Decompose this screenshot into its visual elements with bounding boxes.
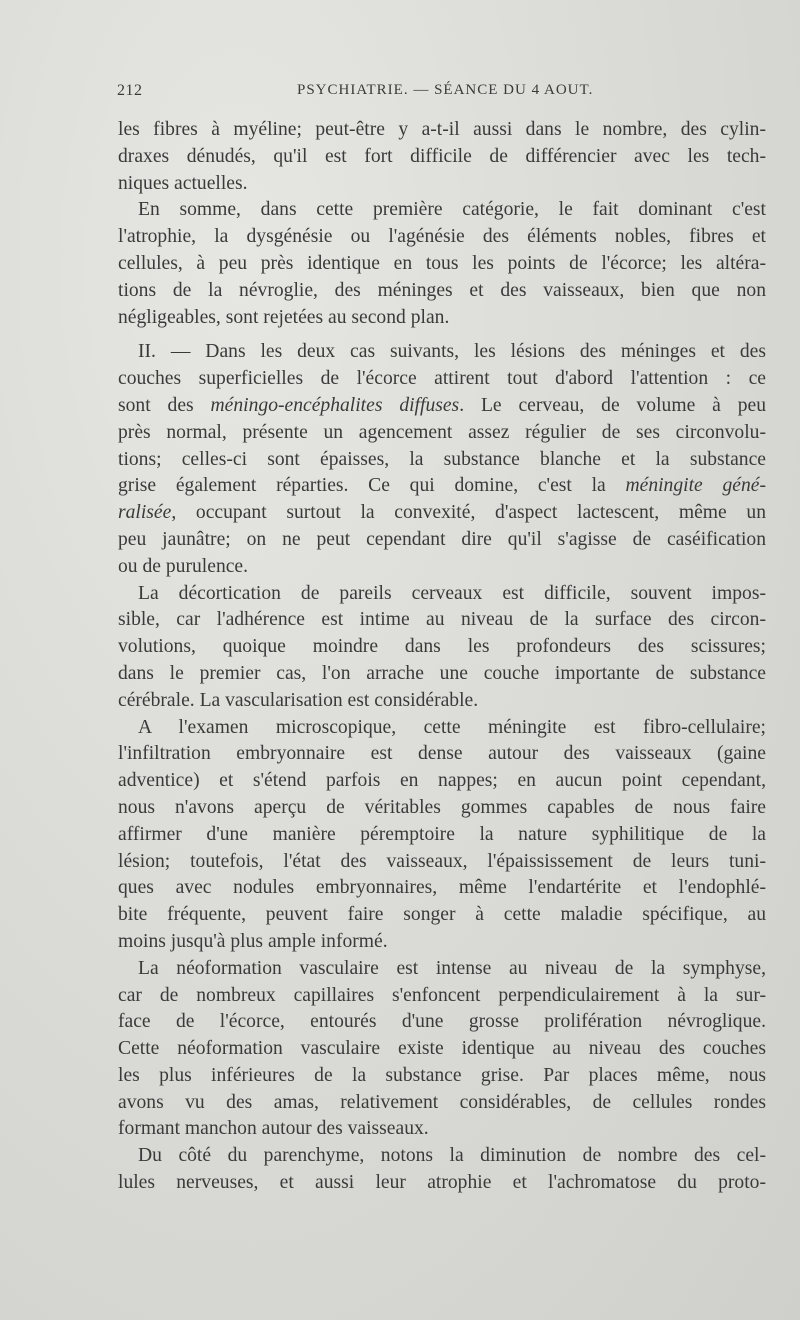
text-line: En somme, dans cette première catégorie, le fait dominant c'est [138,199,766,221]
text-line: couches superficielles de l'écorce attirent tout d'abord l'attention : ce [118,368,766,390]
text-line: près normal, présente un agencement assez régulier de ses circonvolu- [118,421,766,443]
text-line: formant manchon autour des vaisseaux. [118,1118,429,1140]
text-fragment: grise également réparties. Ce qui domine, c'est la [118,475,626,497]
text-fragment: . Le cerveau, de volume à peu [459,394,766,416]
text-line: II. — Dans les deux cas suivants, les lésions des méninges et des [138,341,766,363]
italic-term: méningo-encéphalites diffuses [210,394,460,416]
text-fragment: sont des [118,394,211,416]
section-gap [118,331,766,339]
text-line: cellules, à peu près identique en tous les points de l'écorce; les altéra- [118,252,766,274]
page-header [117,82,765,108]
text-line: La décortication de pareils cerveaux est difficile, souvent impos- [138,582,766,604]
text-line: cérébrale. La vascularisation est considérable. [118,689,479,711]
text-line: Cette néoformation vasculaire existe identique au niveau des couches [118,1038,766,1060]
text-line: l'atrophie, la dysgénésie ou l'agénésie des éléments nobles, fibres et [118,226,766,248]
text-line: A l'examen microscopique, cette méningite est fibro-cellulaire; [138,716,766,738]
body-text [118,117,766,1197]
text-line: bite fréquente, peuvent faire songer à cette maladie spécifique, au [118,904,766,926]
text-line: avons vu des amas, relativement considérables, de cellules rondes [118,1091,766,1113]
text-line [118,393,766,420]
text-line: affirmer d'une manière péremptoire la nature syphilitique de la [118,823,766,845]
text-line: face de l'écorce, entourés d'une grosse prolifération névroglique. [118,1011,766,1033]
text-line: lésion; toutefois, l'état des vaisseaux, l'épaississement de leurs tuni- [118,850,766,872]
text-fragment: , occupant surtout la convexité, d'aspect lactescent, même un [171,502,766,524]
text-line: les plus inférieures de la substance grise. Par places même, nous [118,1064,766,1086]
text-line: La néoformation vasculaire est intense au niveau de la symphyse, [138,957,766,979]
text-line: moins jusqu'à plus ample informé. [118,930,388,952]
text-line: niques actuelles. [118,172,248,194]
text-line: Du côté du parenchyme, notons la diminution de nombre des cel- [138,1145,766,1167]
text-line [118,473,766,500]
running-title: PSYCHIATRIE. — SÉANCE DU 4 AOUT. [297,82,594,98]
text-line: nous n'avons aperçu de véritables gommes capables de nous faire [118,796,766,818]
text-line: draxes dénudés, qu'il est fort difficile de différencier avec les tech- [118,145,766,167]
text-line: ques avec nodules embryonnaires, même l'endartérite et l'endophlé- [118,877,766,899]
text-line: car de nombreux capillaires s'enfoncent perpendiculairement à la sur- [118,984,766,1006]
italic-term: méningite géné- [625,475,766,497]
text-line [118,500,766,527]
text-line: adventice) et s'étend parfois en nappes; en aucun point cependant, [118,770,766,792]
text-line: tions; celles-ci sont épaisses, la substance blanche et la substance [118,448,766,470]
text-line: sible, car l'adhérence est intime au niveau de la surface des circon- [118,609,766,631]
text-line: les fibres à myéline; peut-être y a-t-il aussi dans le nombre, des cylin- [118,119,766,140]
text-line: dans le premier cas, l'on arrache une couche importante de substance [118,662,766,684]
text-line: négligeables, sont rejetées au second plan. [118,306,450,328]
text-line: lules nerveuses, et aussi leur atrophie et l'achromatose du proto- [118,1172,766,1194]
text-line: peu jaunâtre; on ne peut cependant dire qu'il s'agisse de caséification [118,528,766,550]
text-line: ou de purulence. [118,555,249,577]
text-line: tions de la névroglie, des méninges et des vaisseaux, bien que non [118,279,766,301]
text-line: volutions, quoique moindre dans les profondeurs des scissures; [118,636,766,658]
text-line: l'infiltration embryonnaire est dense autour des vaisseaux (gaine [118,743,766,765]
page-number: 212 [117,82,143,99]
italic-term: ralisée [118,502,172,524]
